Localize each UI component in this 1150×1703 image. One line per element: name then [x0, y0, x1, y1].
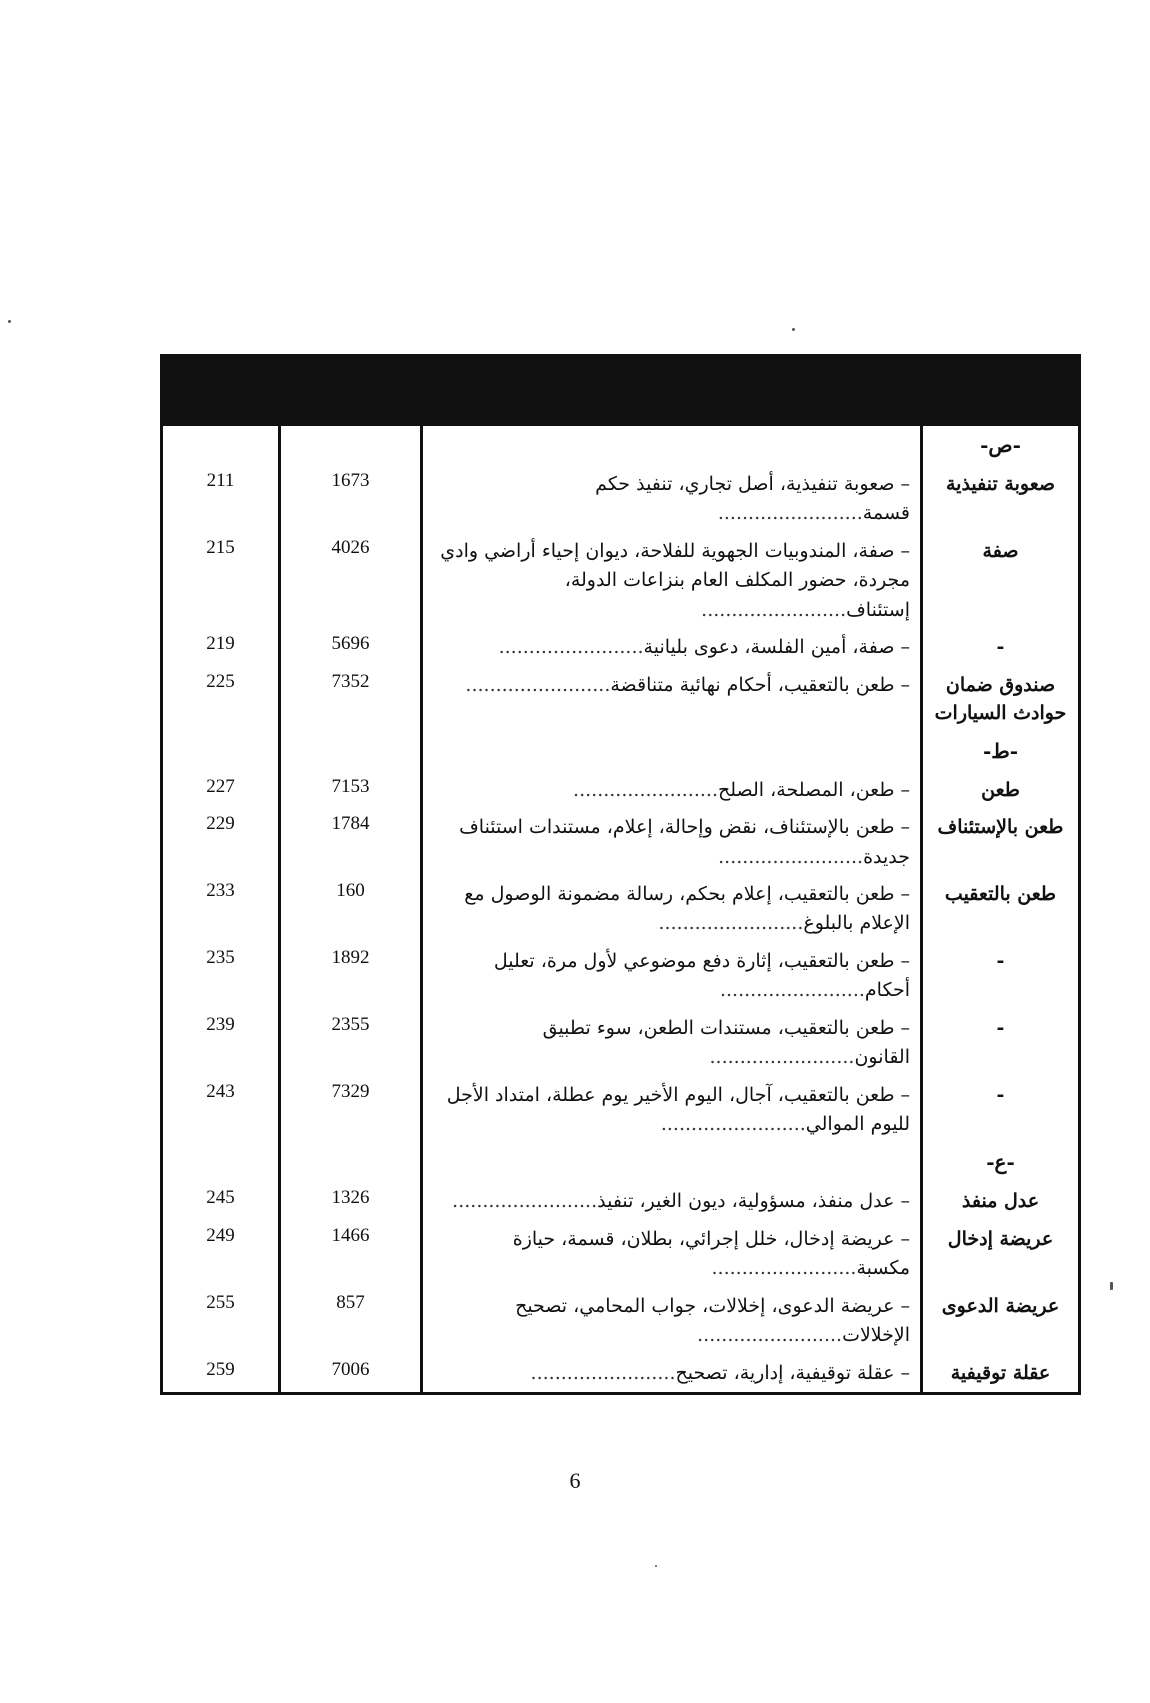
- entry-text: – عقلة توقيفية، إدارية، تصحيح: [675, 1361, 910, 1384]
- entry-cell: [422, 772, 922, 809]
- decision-number-cell: 1892: [280, 943, 422, 1010]
- entry-text: – عريضة الدعوى، إخلالات، جواب المحامي، تصحيح الإخلالات: [515, 1294, 910, 1347]
- entry-cell: [422, 667, 922, 732]
- index-entry-row: [162, 1010, 1080, 1077]
- index-entry-row: [162, 772, 1080, 809]
- leader-dots: ........................: [711, 1257, 857, 1280]
- leader-dots: ........................: [452, 1190, 598, 1213]
- leader-dots: ........................: [697, 1324, 843, 1347]
- index-table: [160, 354, 1081, 1395]
- leader-dots: ........................: [465, 673, 611, 696]
- page-cell: 229: [162, 809, 280, 876]
- entry-text: – طعن، المصلحة، الصلح: [717, 778, 910, 801]
- keyword-cell: عقلة توقيفية: [922, 1355, 1080, 1394]
- decision-number-cell: 1466: [280, 1221, 422, 1288]
- scan-speck: [8, 320, 11, 323]
- decision-number-cell: 160: [280, 876, 422, 943]
- entry-cell: [422, 1183, 922, 1220]
- decision-number-cell: [280, 1143, 422, 1183]
- page-cell: 233: [162, 876, 280, 943]
- entry-text: – صفة، أمين الفلسة، دعوى بليانية: [643, 636, 910, 659]
- page-cell: [162, 732, 280, 772]
- index-entry-row: [162, 943, 1080, 1010]
- index-entry-row: [162, 533, 1080, 629]
- leader-dots: ........................: [709, 1046, 855, 1069]
- page-cell: 249: [162, 1221, 280, 1288]
- section-letter: -ص-: [922, 426, 1080, 466]
- index-entry-row: [162, 629, 1080, 666]
- section-letter: -ع-: [922, 1143, 1080, 1183]
- page-cell: 259: [162, 1355, 280, 1394]
- entry-cell: [422, 809, 922, 876]
- entry-cell: [422, 1221, 922, 1288]
- entry-text: – طعن بالتعقيب، إعلام بحكم، رسالة مضمونة الوصول مع الإعلام بالبلوغ: [464, 882, 910, 935]
- keyword-cell: عدل منفذ: [922, 1183, 1080, 1220]
- page-cell: 235: [162, 943, 280, 1010]
- index-entry-row: [162, 1288, 1080, 1355]
- keyword-cell: عريضة إدخال: [922, 1221, 1080, 1288]
- keyword-cell: -: [922, 1010, 1080, 1077]
- entry-cell: [422, 629, 922, 666]
- keyword-cell: صندوق ضمان حوادث السيارات: [922, 667, 1080, 732]
- keyword-cell: طعن: [922, 772, 1080, 809]
- letter-section-row: [162, 426, 1080, 466]
- entry-cell: [422, 466, 922, 533]
- keyword-cell: طعن بالإستئناف: [922, 809, 1080, 876]
- leader-dots: ........................: [530, 1361, 676, 1384]
- leader-dots: ........................: [719, 979, 865, 1002]
- keyword-cell: طعن بالتعقيب: [922, 876, 1080, 943]
- entry-text: – طعن بالتعقيب، أحكام نهائية متناقضة: [610, 673, 910, 696]
- leader-dots: ........................: [717, 502, 863, 525]
- page-number: 6: [569, 1468, 581, 1493]
- entry-text: – عدل منفذ، مسؤولية، ديون الغير، تنفيذ: [597, 1190, 910, 1213]
- keyword-cell: -: [922, 943, 1080, 1010]
- page-cell: 215: [162, 533, 280, 629]
- decision-number-cell: 4026: [280, 533, 422, 629]
- entry-text: – طعن بالإستئناف، نقض وإحالة، إعلام، مستندات استئناف جديدة: [459, 816, 910, 868]
- entry-text: – صعوبة تنفيذية، أصل تجاري، تنفيذ حكم قسمة: [595, 473, 910, 525]
- decision-number-cell: 2355: [280, 1010, 422, 1077]
- scan-speck: [792, 328, 795, 331]
- page-cell: 239: [162, 1010, 280, 1077]
- entry-text: – طعن بالتعقيب، مستندات الطعن، سوء تطبيق القانون: [542, 1016, 910, 1069]
- leader-dots: ........................: [573, 778, 718, 801]
- decision-number-cell: [280, 426, 422, 466]
- entry-cell: [422, 1077, 922, 1144]
- scan-speck: [655, 1565, 657, 1567]
- entry-cell: [422, 533, 922, 629]
- decision-number-cell: 1326: [280, 1183, 422, 1220]
- page-cell: 227: [162, 772, 280, 809]
- decision-number-cell: 7153: [280, 772, 422, 809]
- decision-number-cell: 7329: [280, 1077, 422, 1144]
- index-entry-row: [162, 1183, 1080, 1220]
- entry-cell: [422, 1010, 922, 1077]
- index-entry-row: [162, 667, 1080, 732]
- entry-text: – صفة، المندوبيات الجهوية للفلاحة، ديوان إحياء أراضي وادي مجردة، حضور المكلف العام بنزاعات الدولة، إستئناف: [440, 539, 910, 621]
- entry-text: – طعن بالتعقيب، إثارة دفع موضوعي لأول مرة، تعليل أحكام: [493, 949, 910, 1002]
- decision-number-cell: 1784: [280, 809, 422, 876]
- page-cell: 219: [162, 629, 280, 666]
- page-cell: 245: [162, 1183, 280, 1220]
- table-header-bar: [162, 354, 1080, 426]
- decision-number-cell: 7006: [280, 1355, 422, 1394]
- keyword-cell: عريضة الدعوى: [922, 1288, 1080, 1355]
- decision-number-cell: 7352: [280, 667, 422, 732]
- entry-cell: [422, 876, 922, 943]
- decision-number-cell: 5696: [280, 629, 422, 666]
- entry-text: – طعن بالتعقيب، آجال، اليوم الأخير يوم عطلة، امتداد الأجل لليوم الموالي: [446, 1083, 910, 1135]
- section-letter: -ط-: [922, 732, 1080, 772]
- index-entry-row: [162, 1221, 1080, 1288]
- page-cell: 211: [162, 466, 280, 533]
- page-cell: [162, 1143, 280, 1183]
- entry-cell: [422, 1288, 922, 1355]
- entry-cell: [422, 1143, 922, 1183]
- keyword-cell: صفة: [922, 533, 1080, 629]
- entry-cell: [422, 943, 922, 1010]
- leader-dots: ........................: [701, 598, 847, 621]
- leader-dots: ........................: [498, 636, 644, 659]
- leader-dots: ........................: [718, 845, 864, 868]
- index-entry-row: [162, 809, 1080, 876]
- page-cell: 255: [162, 1288, 280, 1355]
- entry-cell: [422, 426, 922, 466]
- index-entry-row: [162, 466, 1080, 533]
- decision-number-cell: 857: [280, 1288, 422, 1355]
- index-entry-row: [162, 1077, 1080, 1144]
- index-entry-row: [162, 876, 1080, 943]
- entry-text: – عريضة إدخال، خلل إجرائي، بطلان، قسمة، حيازة مكسبة: [512, 1227, 910, 1280]
- page-cell: 225: [162, 667, 280, 732]
- page-cell: [162, 426, 280, 466]
- leader-dots: ........................: [658, 912, 804, 935]
- decision-number-cell: [280, 732, 422, 772]
- page-cell: 243: [162, 1077, 280, 1144]
- decision-number-cell: 1673: [280, 466, 422, 533]
- keyword-cell: -: [922, 629, 1080, 666]
- scan-speck: [1110, 1282, 1113, 1290]
- letter-section-row: [162, 1143, 1080, 1183]
- index-entry-row: [162, 1355, 1080, 1394]
- leader-dots: ........................: [660, 1113, 806, 1135]
- entry-cell: [422, 1355, 922, 1394]
- keyword-cell: صعوبة تنفيذية: [922, 466, 1080, 533]
- keyword-cell: -: [922, 1077, 1080, 1144]
- entry-cell: [422, 732, 922, 772]
- letter-section-row: [162, 732, 1080, 772]
